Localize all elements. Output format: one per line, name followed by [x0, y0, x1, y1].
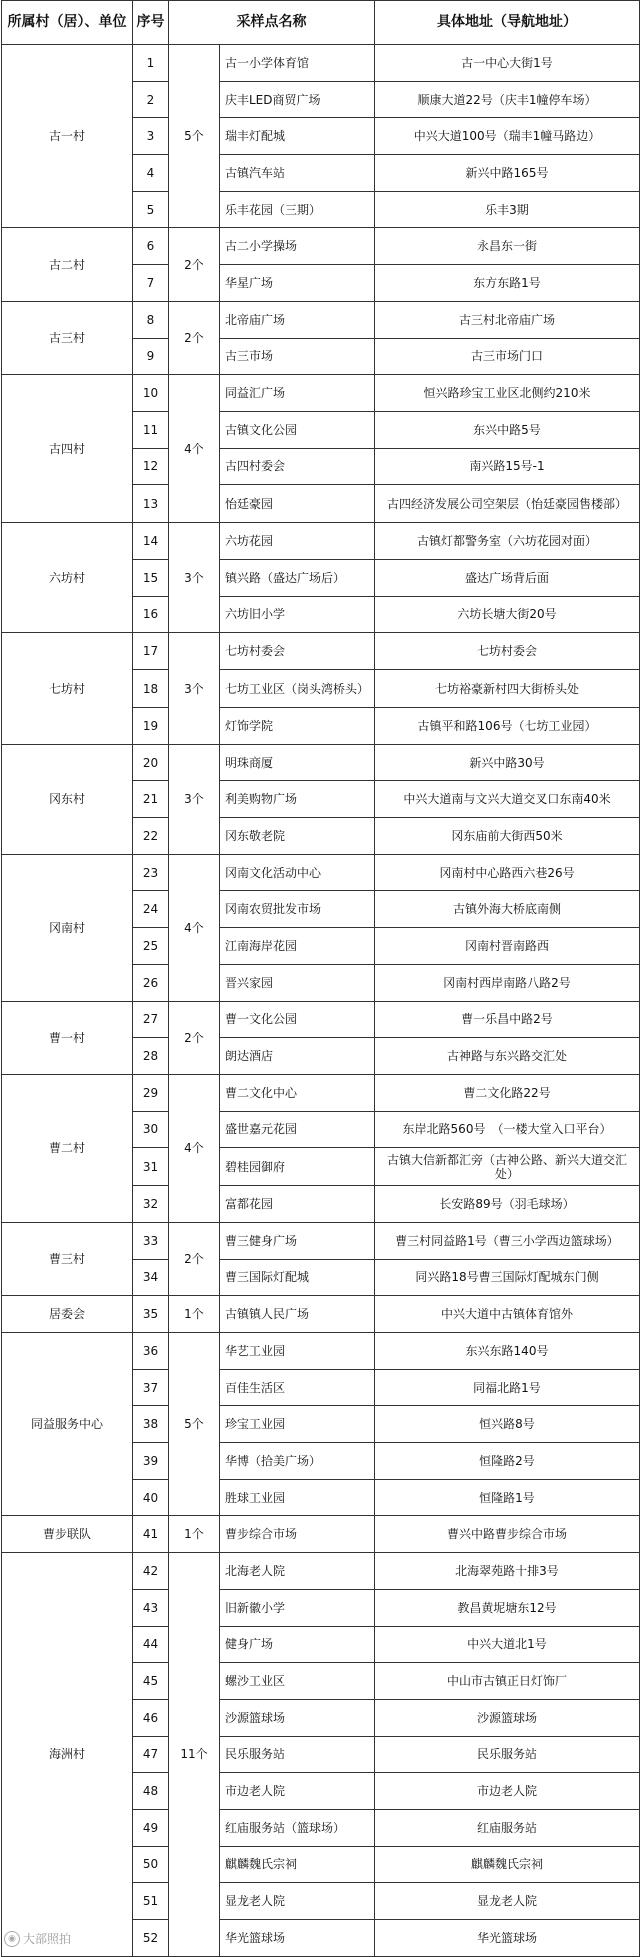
address-cell: 北海翠苑路十排3号 — [375, 1553, 640, 1590]
seq-cell: 35 — [133, 1296, 169, 1333]
address-cell: 同福北路1号 — [375, 1369, 640, 1406]
site-name-cell: 麒麟魏氏宗祠 — [220, 1846, 375, 1883]
table-row — [2, 301, 640, 338]
site-name-cell: 红庙服务站（篮球场） — [220, 1809, 375, 1846]
address-cell: 民乐服务站 — [375, 1736, 640, 1773]
village-cell: 冈南村 — [2, 854, 133, 1001]
seq-cell: 40 — [133, 1479, 169, 1516]
table-row — [2, 523, 640, 560]
address-cell: 古四经济发展公司空架层（怡廷豪园售楼部） — [375, 485, 640, 523]
camera-icon: ◉ — [4, 1931, 20, 1947]
seq-cell: 49 — [133, 1809, 169, 1846]
seq-cell: 17 — [133, 633, 169, 670]
address-cell: 中兴大道南与文兴大道交叉口东南40米 — [375, 781, 640, 818]
address-cell: 曹二文化路22号 — [375, 1074, 640, 1111]
site-name-cell: 北海老人院 — [220, 1553, 375, 1590]
table-row — [2, 1074, 640, 1111]
seq-cell: 42 — [133, 1553, 169, 1590]
seq-cell: 20 — [133, 744, 169, 781]
seq-cell: 26 — [133, 964, 169, 1001]
seq-cell: 1 — [133, 45, 169, 82]
village-cell: 同益服务中心 — [2, 1333, 133, 1516]
site-name-cell: 同益汇广场 — [220, 375, 375, 412]
count-cell: 2个 — [169, 1001, 220, 1074]
seq-cell: 27 — [133, 1001, 169, 1038]
table-row — [2, 1553, 640, 1590]
seq-cell: 46 — [133, 1699, 169, 1736]
site-name-cell: 珍宝工业园 — [220, 1406, 375, 1443]
sampling-sites-table — [1, 0, 640, 1957]
address-cell: 冈南村中心路西六巷26号 — [375, 854, 640, 891]
site-name-cell: 民乐服务站 — [220, 1736, 375, 1773]
seq-cell: 50 — [133, 1846, 169, 1883]
address-cell: 新兴中路30号 — [375, 744, 640, 781]
seq-cell: 37 — [133, 1369, 169, 1406]
seq-cell: 29 — [133, 1074, 169, 1111]
table-row — [2, 45, 640, 82]
village-cell: 居委会 — [2, 1296, 133, 1333]
address-cell: 古镇灯都警务室（六坊花园对面） — [375, 523, 640, 560]
watermark-text: 大部照拍 — [23, 1932, 72, 1946]
address-cell: 同兴路18号曹三国际灯配城东门侧 — [375, 1259, 640, 1296]
seq-cell: 3 — [133, 118, 169, 155]
address-cell: 新兴中路165号 — [375, 155, 640, 192]
site-name-cell: 古四村委会 — [220, 448, 375, 485]
table-row — [2, 1516, 640, 1553]
seq-cell: 38 — [133, 1406, 169, 1443]
address-cell: 古镇外海大桥底南侧 — [375, 891, 640, 928]
address-cell: 曹一乐昌中路2号 — [375, 1001, 640, 1038]
table-row — [2, 1296, 640, 1333]
address-cell: 沙源篮球场 — [375, 1699, 640, 1736]
seq-cell: 39 — [133, 1443, 169, 1480]
address-cell: 东方东路1号 — [375, 265, 640, 302]
seq-cell: 10 — [133, 375, 169, 412]
address-cell: 永昌东一街 — [375, 228, 640, 265]
village-cell: 曹步联队 — [2, 1516, 133, 1553]
seq-cell: 44 — [133, 1626, 169, 1663]
seq-cell: 14 — [133, 523, 169, 560]
table-row — [2, 228, 640, 265]
address-cell: 恒隆路2号 — [375, 1443, 640, 1480]
site-name-cell: 古二小学操场 — [220, 228, 375, 265]
header-seq: 序号 — [133, 1, 169, 45]
site-name-cell: 古镇镇人民广场 — [220, 1296, 375, 1333]
site-name-cell: 富都花园 — [220, 1186, 375, 1223]
address-cell: 冈南村晋南路西 — [375, 928, 640, 965]
count-cell: 2个 — [169, 228, 220, 301]
seq-cell: 11 — [133, 411, 169, 448]
site-name-cell: 华光篮球场 — [220, 1920, 375, 1957]
site-name-cell: 健身广场 — [220, 1626, 375, 1663]
site-name-cell: 古镇文化公园 — [220, 411, 375, 448]
address-cell: 古三市场门口 — [375, 338, 640, 375]
address-cell: 华光篮球场 — [375, 1920, 640, 1957]
site-name-cell: 曹步综合市场 — [220, 1516, 375, 1553]
site-name-cell: 乐丰花园（三期） — [220, 191, 375, 228]
seq-cell: 32 — [133, 1186, 169, 1223]
address-cell: 教昌黄坭塘东12号 — [375, 1589, 640, 1626]
address-cell: 曹兴中路曹步综合市场 — [375, 1516, 640, 1553]
address-cell: 南兴路15号-1 — [375, 448, 640, 485]
site-name-cell: 晋兴家园 — [220, 964, 375, 1001]
seq-cell: 16 — [133, 596, 169, 633]
count-cell: 5个 — [169, 1333, 220, 1516]
count-cell: 2个 — [169, 301, 220, 374]
table-row — [2, 1222, 640, 1259]
address-cell: 古三村北帝庙广场 — [375, 301, 640, 338]
village-cell: 曹二村 — [2, 1074, 133, 1222]
address-cell: 恒兴路8号 — [375, 1406, 640, 1443]
table-row — [2, 1333, 640, 1370]
seq-cell: 25 — [133, 928, 169, 965]
seq-cell: 43 — [133, 1589, 169, 1626]
address-cell: 七坊村委会 — [375, 633, 640, 670]
village-cell: 古二村 — [2, 228, 133, 301]
seq-cell: 9 — [133, 338, 169, 375]
address-cell: 显龙老人院 — [375, 1883, 640, 1920]
site-name-cell: 华博（拾美广场） — [220, 1443, 375, 1480]
seq-cell: 18 — [133, 670, 169, 708]
table-body — [2, 45, 640, 1957]
table-row — [2, 744, 640, 781]
site-name-cell: 冈东敬老院 — [220, 818, 375, 855]
site-name-cell: 古镇汽车站 — [220, 155, 375, 192]
table-row — [2, 854, 640, 891]
site-name-cell: 沙源篮球场 — [220, 1699, 375, 1736]
address-cell: 盛达广场背后面 — [375, 559, 640, 596]
count-cell: 4个 — [169, 1074, 220, 1222]
site-name-cell: 百佳生活区 — [220, 1369, 375, 1406]
site-name-cell: 江南海岸花园 — [220, 928, 375, 965]
header-address: 具体地址（导航地址） — [375, 1, 640, 45]
site-name-cell: 华星广场 — [220, 265, 375, 302]
site-name-cell: 朗达酒店 — [220, 1038, 375, 1075]
address-cell: 乐丰3期 — [375, 191, 640, 228]
seq-cell: 36 — [133, 1333, 169, 1370]
count-cell: 3个 — [169, 523, 220, 633]
seq-cell: 45 — [133, 1663, 169, 1700]
address-cell: 东岸北路560号 （一楼大堂入口平台） — [375, 1111, 640, 1148]
site-name-cell: 市边老人院 — [220, 1773, 375, 1810]
count-cell: 2个 — [169, 1222, 220, 1295]
address-cell: 中山市古镇正日灯饰厂 — [375, 1663, 640, 1700]
seq-cell: 41 — [133, 1516, 169, 1553]
seq-cell: 4 — [133, 155, 169, 192]
village-cell: 古一村 — [2, 45, 133, 228]
site-name-cell: 华艺工业园 — [220, 1333, 375, 1370]
address-cell: 古镇平和路106号（七坊工业园） — [375, 708, 640, 745]
seq-cell: 28 — [133, 1038, 169, 1075]
site-name-cell: 冈南农贸批发市场 — [220, 891, 375, 928]
header-village: 所属村（居）、单位 — [2, 1, 133, 45]
address-cell: 恒兴路珍宝工业区北侧约210米 — [375, 375, 640, 412]
seq-cell: 52 — [133, 1920, 169, 1957]
site-name-cell: 螺沙工业区 — [220, 1663, 375, 1700]
site-name-cell: 庆丰LED商贸广场 — [220, 81, 375, 118]
site-name-cell: 曹三健身广场 — [220, 1222, 375, 1259]
address-cell: 冈东庙前大街西50米 — [375, 818, 640, 855]
address-cell: 顺康大道22号（庆丰1幢停车场） — [375, 81, 640, 118]
table-row — [2, 1001, 640, 1038]
site-name-cell: 盛世嘉元花园 — [220, 1111, 375, 1148]
table-row — [2, 375, 640, 412]
address-cell: 中兴大道北1号 — [375, 1626, 640, 1663]
table-row — [2, 633, 640, 670]
seq-cell: 31 — [133, 1148, 169, 1186]
address-cell: 中兴大道中古镇体育馆外 — [375, 1296, 640, 1333]
site-name-cell: 北帝庙广场 — [220, 301, 375, 338]
count-cell: 1个 — [169, 1516, 220, 1553]
village-cell: 曹三村 — [2, 1222, 133, 1295]
seq-cell: 24 — [133, 891, 169, 928]
header-site: 采样点名称 — [169, 1, 375, 45]
seq-cell: 22 — [133, 818, 169, 855]
seq-cell: 48 — [133, 1773, 169, 1810]
address-cell: 长安路89号（羽毛球场） — [375, 1186, 640, 1223]
seq-cell: 5 — [133, 191, 169, 228]
village-cell: 六坊村 — [2, 523, 133, 633]
site-name-cell: 灯饰学院 — [220, 708, 375, 745]
village-cell: 曹一村 — [2, 1001, 133, 1074]
site-name-cell: 曹三国际灯配城 — [220, 1259, 375, 1296]
address-cell: 市边老人院 — [375, 1773, 640, 1810]
site-name-cell: 碧桂园御府 — [220, 1148, 375, 1186]
site-name-cell: 七坊村委会 — [220, 633, 375, 670]
site-name-cell: 显龙老人院 — [220, 1883, 375, 1920]
address-cell: 七坊裕豪新村四大街桥头处 — [375, 670, 640, 708]
site-name-cell: 镇兴路（盛达广场后） — [220, 559, 375, 596]
seq-cell: 15 — [133, 559, 169, 596]
address-cell: 六坊长塘大街20号 — [375, 596, 640, 633]
address-cell: 恒隆路1号 — [375, 1479, 640, 1516]
count-cell: 4个 — [169, 854, 220, 1001]
address-cell: 中兴大道100号（瑞丰1幢马路边） — [375, 118, 640, 155]
count-cell: 5个 — [169, 45, 220, 228]
seq-cell: 13 — [133, 485, 169, 523]
seq-cell: 30 — [133, 1111, 169, 1148]
village-cell: 冈东村 — [2, 744, 133, 854]
address-cell: 古镇大信新都汇旁（古神公路、新兴大道交汇处） — [375, 1148, 640, 1186]
seq-cell: 51 — [133, 1883, 169, 1920]
seq-cell: 12 — [133, 448, 169, 485]
site-name-cell: 七坊工业区（岗头湾桥头） — [220, 670, 375, 708]
site-name-cell: 利美购物广场 — [220, 781, 375, 818]
site-name-cell: 冈南文化活动中心 — [220, 854, 375, 891]
address-cell: 古一中心大街1号 — [375, 45, 640, 82]
count-cell: 3个 — [169, 633, 220, 744]
village-cell: 七坊村 — [2, 633, 133, 744]
site-name-cell: 曹二文化中心 — [220, 1074, 375, 1111]
seq-cell: 33 — [133, 1222, 169, 1259]
site-name-cell: 六坊花园 — [220, 523, 375, 560]
seq-cell: 34 — [133, 1259, 169, 1296]
site-name-cell: 怡廷豪园 — [220, 485, 375, 523]
seq-cell: 23 — [133, 854, 169, 891]
table-header-row — [2, 1, 640, 45]
seq-cell: 7 — [133, 265, 169, 302]
seq-cell: 47 — [133, 1736, 169, 1773]
site-name-cell: 旧新徽小学 — [220, 1589, 375, 1626]
address-cell: 冈南村西岸南路八路2号 — [375, 964, 640, 1001]
village-cell: 古三村 — [2, 301, 133, 374]
address-cell: 东兴中路5号 — [375, 411, 640, 448]
address-cell: 麒麟魏氏宗祠 — [375, 1846, 640, 1883]
seq-cell: 19 — [133, 708, 169, 745]
count-cell: 11个 — [169, 1553, 220, 1957]
site-name-cell: 古一小学体育馆 — [220, 45, 375, 82]
seq-cell: 6 — [133, 228, 169, 265]
village-cell: 古四村 — [2, 375, 133, 523]
count-cell: 3个 — [169, 744, 220, 854]
count-cell: 1个 — [169, 1296, 220, 1333]
watermark — [4, 1930, 71, 1947]
count-cell: 4个 — [169, 375, 220, 523]
site-name-cell: 明珠商厦 — [220, 744, 375, 781]
village-cell: 海洲村 — [2, 1553, 133, 1957]
address-cell: 曹三村同益路1号（曹三小学西边篮球场） — [375, 1222, 640, 1259]
address-cell: 东兴东路140号 — [375, 1333, 640, 1370]
address-cell: 古神路与东兴路交汇处 — [375, 1038, 640, 1075]
seq-cell: 2 — [133, 81, 169, 118]
site-name-cell: 古三市场 — [220, 338, 375, 375]
site-name-cell: 曹一文化公园 — [220, 1001, 375, 1038]
address-cell: 红庙服务站 — [375, 1809, 640, 1846]
site-name-cell: 瑞丰灯配城 — [220, 118, 375, 155]
seq-cell: 21 — [133, 781, 169, 818]
seq-cell: 8 — [133, 301, 169, 338]
site-name-cell: 胜球工业园 — [220, 1479, 375, 1516]
site-name-cell: 六坊旧小学 — [220, 596, 375, 633]
